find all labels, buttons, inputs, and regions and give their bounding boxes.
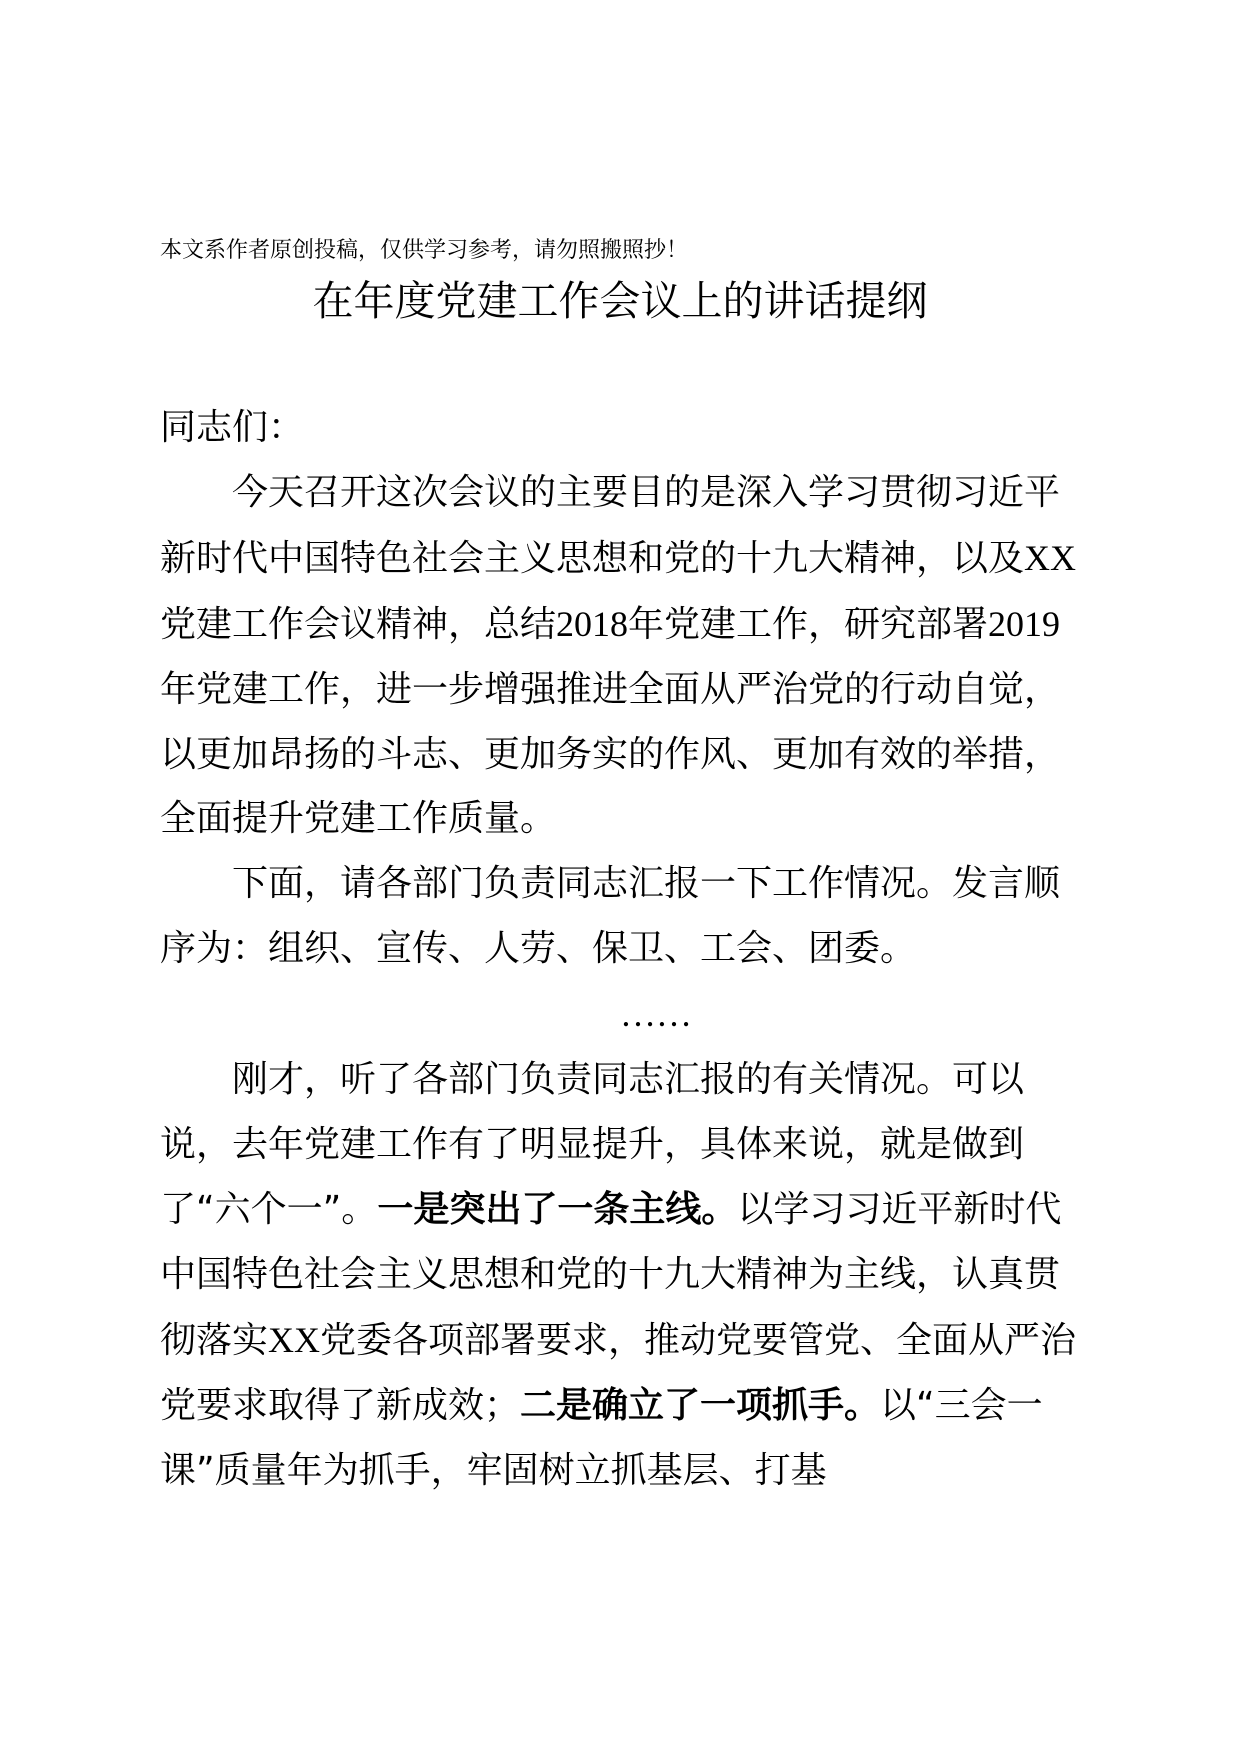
salutation: 同志们： [160, 407, 305, 448]
paragraph-purpose [160, 461, 1080, 852]
year-text: 2019 [988, 603, 1061, 644]
paragraph-summary [160, 1048, 1080, 1503]
latin-text: XX [268, 1319, 321, 1360]
text-segment: 以学习习近平新时代中国特色社会主义思想和党的十九大精神为主线，认真贯彻落实 [160, 1188, 1062, 1361]
text-segment: 年党建工作，进一步增强推进全面从严治党的行动自觉，以更加昂扬的斗志、更加务实的作风、更加有效的举措，全面提升党建工作质量。 [160, 668, 1061, 840]
ellipsis-text: …… [620, 994, 692, 1035]
paragraph-reports: 下面，请各部门负责同志汇报一下工作情况。发言顺序为：组织、宣传、人劳、保卫、工会、团委。 [160, 863, 1061, 970]
latin-text: XX [1024, 537, 1077, 578]
year-text: 2018 [556, 603, 629, 644]
bold-heading: 一是突出了一条主线。 [377, 1188, 738, 1230]
text-segment: 年党建工作，研究部署 [628, 603, 989, 645]
bold-heading: 二是确立了一项抓手。 [520, 1384, 881, 1426]
speech-body [160, 396, 1080, 1503]
text-segment: 今天召开这次会议的主要目的是深入学习贯彻习近平新时代中国特色社会主义思想和党的十九大精神，以及 [160, 471, 1061, 579]
page-title: 在年度党建工作会议上的讲话提纲 [312, 277, 928, 325]
copyright-notice: 本文系作者原创投稿，仅供学习参考，请勿照搬照抄！ [160, 238, 689, 263]
text-segment: 党委各项部署要求，推动党要管党、全面从严治党要求取得了新成效； [160, 1319, 1077, 1426]
text-segment: 刚才，听了各部门负责同志汇报的有关情况。可以说，去年党建工作有了明显提升，具体来说，就是做到了“六个一”。 [160, 1059, 1025, 1230]
text-segment: 党建工作会议精神，总结 [160, 603, 557, 645]
ellipsis-separator [160, 982, 1080, 1048]
text-segment: 以“三会一课”质量年为抓手，牢固树立抓基层、打基 [160, 1384, 1043, 1491]
